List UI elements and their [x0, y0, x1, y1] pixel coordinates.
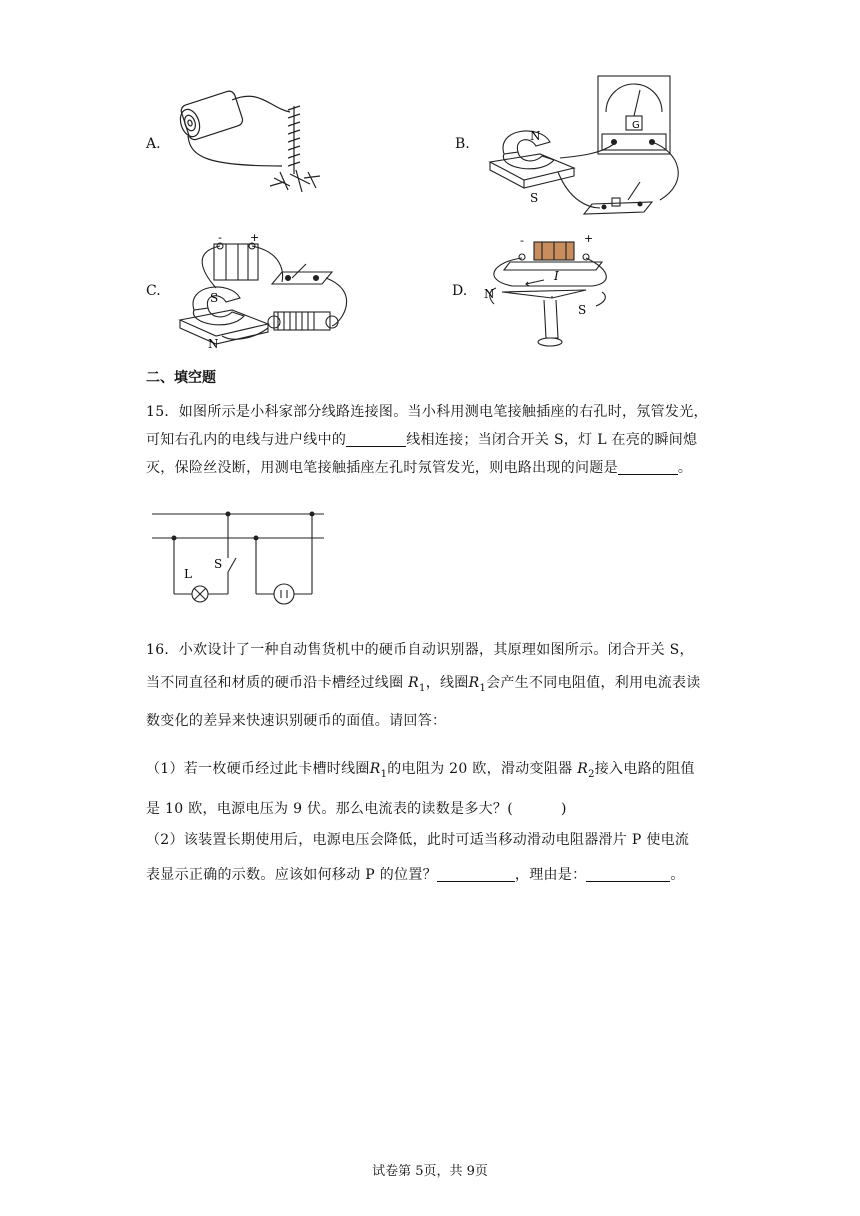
q16-p1a: （1）若一枚硬币经过此卡槽时线圈 — [146, 761, 370, 777]
var-r1-b: R — [468, 675, 480, 691]
q16-p1b: 的电阻为 20 欧，滑动变阻器 — [387, 761, 573, 777]
q16-p2c: ，理由是： — [514, 866, 587, 883]
figure-d-oersted — [482, 230, 622, 356]
q15-line-3b: 。 — [677, 460, 693, 476]
q15-line-2 — [146, 426, 766, 454]
question-16 — [146, 634, 766, 738]
option-d-label: D. — [452, 283, 468, 299]
q15-blank-1[interactable] — [346, 430, 406, 447]
figure-c-south: S — [210, 291, 219, 305]
q16-line-1: 16．小欢设计了一种自动售货机中的硬币自动识别器，其原理如图所示。闭合开关 S， — [146, 642, 694, 658]
question-15 — [146, 398, 766, 482]
option-c-label: C. — [146, 283, 161, 299]
q16-blank-reason[interactable] — [586, 865, 670, 882]
option-a-label: A. — [146, 136, 161, 152]
q15-line-2a: 可知右孔内的电线与进户线中的 — [146, 432, 347, 448]
q16-p1d: 是 10 欧，电源电压为 9 伏。那么电流表的读数是多大？( — [146, 800, 513, 817]
q16-p1e: ) — [560, 800, 567, 817]
q15-line-2b: 线相连接；当闭合开关 S，灯 L 在亮的瞬间熄 — [406, 432, 698, 448]
figure-c-north: N — [208, 337, 219, 351]
q16-line-2c: 会产生不同电阻值，利用电流表读 — [486, 675, 701, 691]
question-16-parts — [146, 752, 766, 893]
q16-p1c: 接入电路的阻值 — [594, 761, 695, 777]
figure-b-induction — [480, 72, 690, 222]
option-b-label: B. — [455, 136, 470, 152]
sub-r1-b: 1 — [479, 682, 487, 694]
figure-b-meter-letter: G — [632, 120, 640, 131]
q15-blank-2[interactable] — [618, 458, 678, 475]
q16-line-2 — [146, 667, 766, 705]
q15-line-3a: 灭，保险丝没断，用测电笔接触插座左孔时氖管发光，则电路出现的问题是 — [146, 460, 618, 476]
figure-b-south: S — [530, 191, 539, 205]
figure-d-south: S — [578, 303, 587, 317]
figure-c-minus: - — [218, 231, 222, 244]
figure-q15-circuit — [148, 506, 328, 608]
var-r1-c: R — [369, 761, 381, 777]
q16-line-2a: 当不同直径和材质的硬币沿卡槽经过线圈 — [146, 675, 404, 691]
q16-part-1-line-1 — [146, 752, 766, 792]
figure-d-plus: + — [584, 232, 594, 245]
sub-r1-a: 1 — [419, 682, 426, 694]
sub-r1-c: 1 — [380, 768, 388, 780]
q16-p2b: 表显示正确的示数。应该如何移动 P 的位置？ — [146, 866, 437, 883]
q16-blank-move[interactable] — [437, 865, 515, 882]
q16-line-2b: ，线圈 — [425, 675, 469, 691]
q16-part-1-line-2 — [146, 792, 766, 827]
figure-d-minus: - — [520, 234, 524, 247]
page-footer: 试卷第 5页，共 9页 — [372, 1164, 488, 1179]
q16-part-2-line-1: （2）该装置长期使用后，电源电压会降低，此时可适当移动滑动电阻器滑片 P 使电流 — [146, 831, 690, 848]
q15-line-1: 15．如图所示是小科家部分线路连接图。当小科用测电笔接触插座的右孔时，氖管发光， — [146, 404, 708, 420]
figure-c-motor — [172, 232, 372, 350]
q15-line-3 — [146, 454, 766, 482]
figure-a-electromagnet — [170, 88, 330, 198]
figure-b-north: N — [530, 129, 541, 143]
q16-p2d: 。 — [670, 866, 685, 883]
q16-line-3: 数变化的差异来快速识别硬币的面值。请回答： — [146, 712, 447, 729]
circuit-switch-label: S — [214, 557, 223, 571]
var-r1-a: R — [408, 675, 420, 691]
section-title: 二、填空题 — [146, 370, 216, 386]
figure-d-current: I — [554, 269, 559, 283]
circuit-lamp-label: L — [184, 567, 192, 581]
q16-part-2-line-2 — [146, 858, 766, 893]
var-r2: R — [577, 761, 589, 777]
figure-c-plus: + — [250, 231, 260, 244]
sub-r2: 2 — [588, 768, 595, 780]
figure-d-north: N — [484, 287, 495, 301]
